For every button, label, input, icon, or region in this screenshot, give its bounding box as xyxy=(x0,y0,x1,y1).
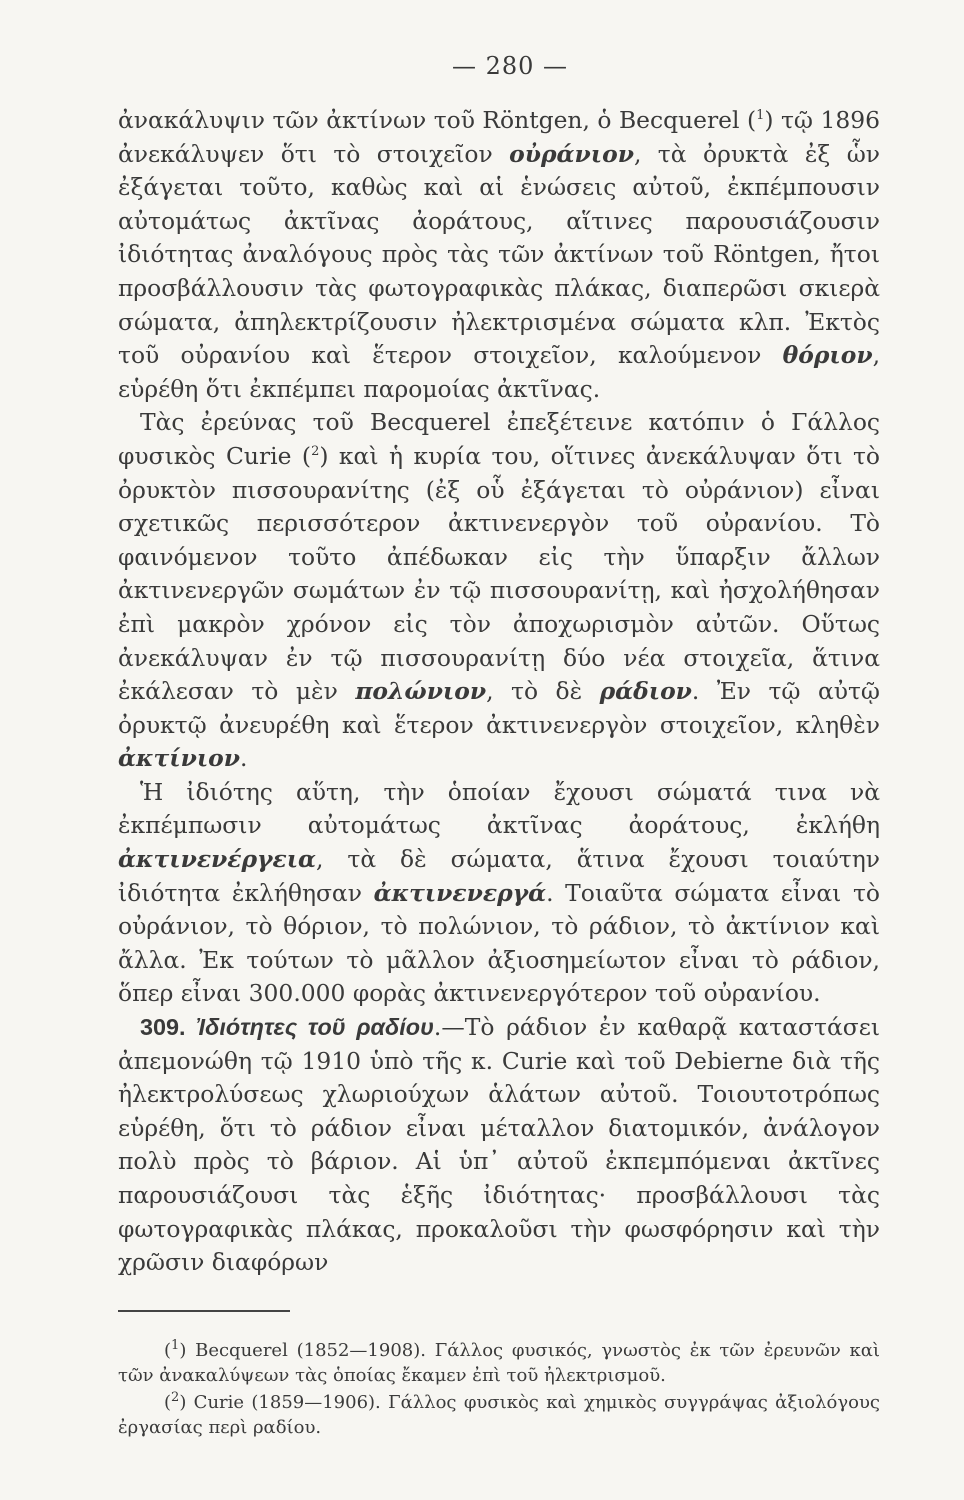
text-run: , τὸ δὲ xyxy=(486,677,600,706)
footnote-divider xyxy=(118,1310,290,1312)
paragraph-discovery-uranium xyxy=(118,104,880,406)
text-run: , εὑρέθη ὅτι ἐκπέμπει παρομοίας ἀκτῖνας. xyxy=(118,341,880,403)
text-run: .—Τὸ ράδιον ἐν καθαρᾷ καταστάσει ἀπεμονώθη τῷ 1910 ὑπὸ τῆς κ. Curie καὶ τοῦ Debierne διὰ τῆς ἠλεκτρολύσεως χλωριούχων ἁλάτων αὐτοῦ. Τοιουτοτρόπως εὑρέθη, ὅτι τὸ ράδιον εἶναι μέταλλον διατομικόν, ἀνάλογον πολὺ πρὸς τὸ βάριον. Αἱ ὑπ᾽ αὐτοῦ ἐκπεμπόμεναι ἀκτῖνες παρουσιάζουσι τὰς ἑξῆς ἰδιότητας· προσβάλλουσι τὰς φωτογραφικὰς πλάκας, προκαλοῦσι τὴν φωσφόρησιν καὶ τὴν χρῶσιν διαφόρων xyxy=(118,1013,880,1277)
text-run: ) καὶ ἡ κυρία του, οἵτινες ἀνεκάλυψαν ὅτι τὸ ὀρυκτὸν πισσουρανίτης (ἐξ οὗ ἐξάγεται τὸ οὐράνιον) εἶναι σχετικῶς περισσότερον ἀκτινενεργὸν τοῦ οὐρανίου. Τὸ φαινόμενον τοῦτο ἀπέδωκαν εἰς τὴν ὕπαρξιν ἄλλων ἀκτινενεργῶν σωμάτων ἐν τῷ πισσουρανίτῃ, καὶ ἠσχολήθησαν ἐπὶ μακρὸν χρόνον εἰς τὸν ἀποχωρισμὸν αὐτῶν. Οὕτως ἀνεκάλυψαν ἐν τῷ πισσουρανίτῃ δύο νέα στοιχεῖα, ἅτινα ἐκάλεσαν τὸ μὲν xyxy=(118,441,880,706)
text-run: ἀνακάλυψιν τῶν ἀκτίνων τοῦ Röntgen, ὁ Becquerel ( xyxy=(118,106,757,134)
emphasized-term: ράδιον xyxy=(599,677,692,706)
emphasized-term: πολώνιον xyxy=(355,677,487,706)
emphasized-term: ἀκτινενεργά xyxy=(373,878,547,907)
emphasized-term: οὐράνιον xyxy=(509,139,634,168)
paragraph-radioactivity xyxy=(118,776,880,1011)
text-run: ) τῷ 1896 ἀνεκάλυψεν ὅτι τὸ στοιχεῖον xyxy=(118,106,880,168)
text-run: Τὰς ἐρεύνας τοῦ Becquerel ἐπεξέτεινε κατόπιν ὁ Γάλλος φυσικὸς Curie ( xyxy=(118,408,880,470)
section-title: Ἰδιότητες τοῦ ραδίου xyxy=(196,1014,434,1041)
emphasized-term: ἀκτινενέργεια xyxy=(118,845,317,874)
main-text xyxy=(118,104,880,1280)
footnote-curie xyxy=(118,1390,880,1440)
emphasized-term: ἀκτίνιον xyxy=(118,744,240,773)
section-number: 309. xyxy=(140,1014,197,1041)
text-run: ) Becquerel (1852—1908). Γάλλος φυσικός, γνωστὸς ἐκ τῶν ἐρευνῶν καὶ τῶν ἀνακαλύψεων τὰς ὁποίας ἔκαμεν ἐπὶ τοῦ ἠλεκτρισμοῦ. xyxy=(118,1339,880,1386)
text-run: , τὰ δὲ σώματα, ἅτινα ἔχουσι τοιαύτην ἰδιότητα ἐκλήθησαν xyxy=(118,845,880,907)
footnote-ref: 2 xyxy=(171,1389,180,1405)
text-run: . Τοιαῦτα σώματα εἶναι τὸ οὐράνιον, τὸ θόριον, τὸ πολώνιον, τὸ ράδιον, τὸ ἀκτίνιον καὶ ἄλλα. Ἐκ τούτων τὸ μᾶλλον ἀξιοσημείωτον εἶναι τὸ ράδιον, ὅπερ εἶναι 300.000 φορὰς ἀκτινενεργότερον τοῦ οὐρανίου. xyxy=(118,878,880,1008)
footnote-ref: 1 xyxy=(171,1337,180,1353)
footnote-ref: 1 xyxy=(756,108,765,124)
text-run: ( xyxy=(164,1339,172,1361)
footnote-becquerel xyxy=(118,1338,880,1388)
page-number: — 280 — xyxy=(451,52,569,80)
paragraph-curie-research xyxy=(118,406,880,776)
emphasized-term: θόριον xyxy=(782,341,873,370)
paragraph-section-309 xyxy=(118,1011,880,1280)
text-run: . xyxy=(239,744,248,773)
text-run: ) Curie (1859—1906). Γάλλος φυσικὸς καὶ χημικὸς συγγράψας ἀξιολόγους ἐργασίας περὶ ραδίου. xyxy=(118,1391,880,1438)
text-run: ( xyxy=(164,1391,172,1413)
text-run: Ἡ ἰδιότης αὕτη, τὴν ὁποίαν ἔχουσι σώματά τινα νὰ ἐκπέμπωσιν αὐτομάτως ἀκτῖνας ἀοράτους, ἐκλήθη xyxy=(118,777,880,840)
text-run: . Ἐν τῷ αὐτῷ ὀρυκτῷ ἀνευρέθη καὶ ἕτερον ἀκτινενεργὸν στοιχεῖον, κληθὲν xyxy=(118,677,880,739)
book-page xyxy=(118,52,880,1440)
footnotes xyxy=(118,1338,880,1440)
footnote-ref: 2 xyxy=(311,444,320,460)
text-run: , τὰ ὀρυκτὰ ἐξ ὧν ἐξάγεται τοῦτο, καθὼς καὶ αἱ ἑνώσεις αὐτοῦ, ἐκπέμπουσιν αὐτομάτως ἀκτῖνας ἀοράτους, αἵτινες παρουσιάζουσιν ἰδιότητας ἀναλόγους πρὸς τὰς τῶν ἀκτίνων τοῦ Röntgen, ἤτοι προσβάλλουσιν τὰς φωτογραφικὰς πλάκας, διαπερῶσι σκιερὰ σώματα, ἀπηλεκτρίζουσιν ἠλεκτρισμένα σώματα κλπ. Ἐκτὸς τοῦ οὐρανίου καὶ ἕτερον στοιχεῖον, καλούμενον xyxy=(118,139,880,370)
